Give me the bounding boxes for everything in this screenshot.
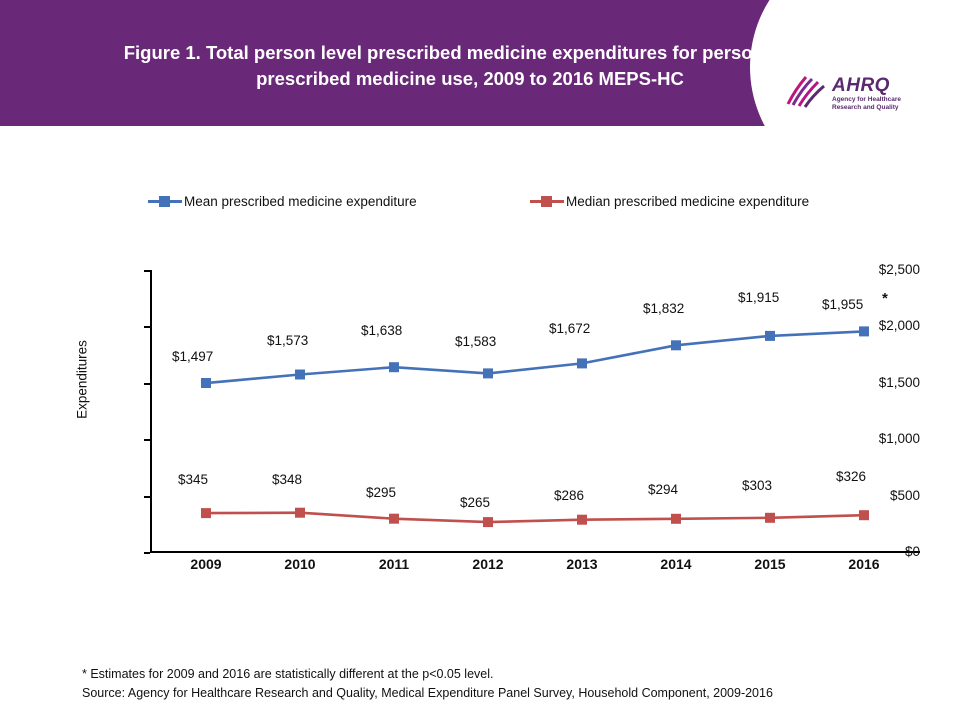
y-tick-label-1000: $1,000 bbox=[878, 431, 920, 446]
x-tick-label-2011: 2011 bbox=[378, 556, 410, 572]
y-tick-label-500: $500 bbox=[889, 488, 920, 503]
legend-item-mean bbox=[148, 190, 417, 212]
data-label-median-2015: $303 bbox=[742, 478, 773, 493]
data-label-mean-2011: $1,638 bbox=[361, 323, 403, 338]
ahrq-logo-text: AHRQ bbox=[832, 75, 890, 96]
data-label-mean-2010: $1,573 bbox=[267, 333, 309, 348]
data-label-median-2014: $294 bbox=[648, 482, 679, 497]
data-label-mean-2016: $1,955 bbox=[822, 297, 864, 312]
chart-legend bbox=[148, 190, 838, 212]
legend-item-median bbox=[530, 190, 809, 212]
x-tick-label-2010: 2010 bbox=[284, 556, 316, 572]
x-tick-label-2015: 2015 bbox=[754, 556, 786, 572]
y-axis-title: Expenditures bbox=[74, 340, 90, 419]
legend-label-mean: Mean prescribed medicine expenditure bbox=[184, 193, 417, 209]
legend-swatch-mean-icon bbox=[148, 194, 182, 208]
data-label-median-2012: $265 bbox=[460, 495, 491, 510]
plot-area bbox=[150, 270, 920, 552]
y-tick-mark-0 bbox=[144, 552, 150, 554]
x-tick-label-2009: 2009 bbox=[190, 556, 222, 572]
x-tick-label-2014: 2014 bbox=[660, 556, 692, 572]
footnote-significance: * Estimates for 2009 and 2016 are statistically different at the p<0.05 level. bbox=[82, 667, 494, 681]
x-tick-label-2016: 2016 bbox=[848, 556, 880, 572]
y-tick-label-1500: $1,500 bbox=[878, 375, 920, 390]
ahrq-logo-mark-icon bbox=[784, 74, 826, 108]
footnotes bbox=[82, 665, 932, 703]
data-label-median-2016: $326 bbox=[836, 469, 867, 484]
ahrq-logo bbox=[784, 74, 934, 118]
significance-asterisk: * bbox=[882, 290, 888, 307]
footnote-source: Source: Agency for Healthcare Research and Quality, Medical Expenditure Panel Survey, Household Component, 2009-2016 bbox=[82, 686, 773, 700]
data-label-mean-2013: $1,672 bbox=[549, 321, 591, 336]
y-tick-label-2000: $2,000 bbox=[878, 318, 920, 333]
legend-label-median: Median prescribed medicine expenditure bbox=[566, 193, 810, 209]
data-label-median-2009: $345 bbox=[178, 472, 209, 487]
line-chart bbox=[60, 250, 920, 580]
data-label-median-2011: $295 bbox=[366, 485, 397, 500]
data-label-median-2010: $348 bbox=[272, 472, 303, 487]
data-label-median-2013: $286 bbox=[554, 488, 585, 503]
data-label-mean-2012: $1,583 bbox=[455, 334, 497, 349]
ahrq-logo-subtitle: Agency for Healthcare Research and Quality bbox=[832, 96, 901, 111]
x-tick-label-2013: 2013 bbox=[566, 556, 598, 572]
data-label-mean-2014: $1,832 bbox=[643, 301, 685, 316]
x-tick-label-2012: 2012 bbox=[472, 556, 504, 572]
series-markers-median bbox=[201, 508, 869, 527]
data-label-mean-2015: $1,915 bbox=[738, 290, 780, 305]
page-title: Figure 1. Total person level prescribed medicine expenditures for persons with prescribed medicine use, 2009 to 2016 MEPS-HC bbox=[123, 42, 817, 89]
legend-swatch-median-icon bbox=[530, 194, 564, 208]
y-tick-label-2500: $2,500 bbox=[878, 262, 920, 277]
data-label-mean-2009: $1,497 bbox=[172, 349, 214, 364]
y-tick-label-0: $0 bbox=[904, 544, 920, 559]
